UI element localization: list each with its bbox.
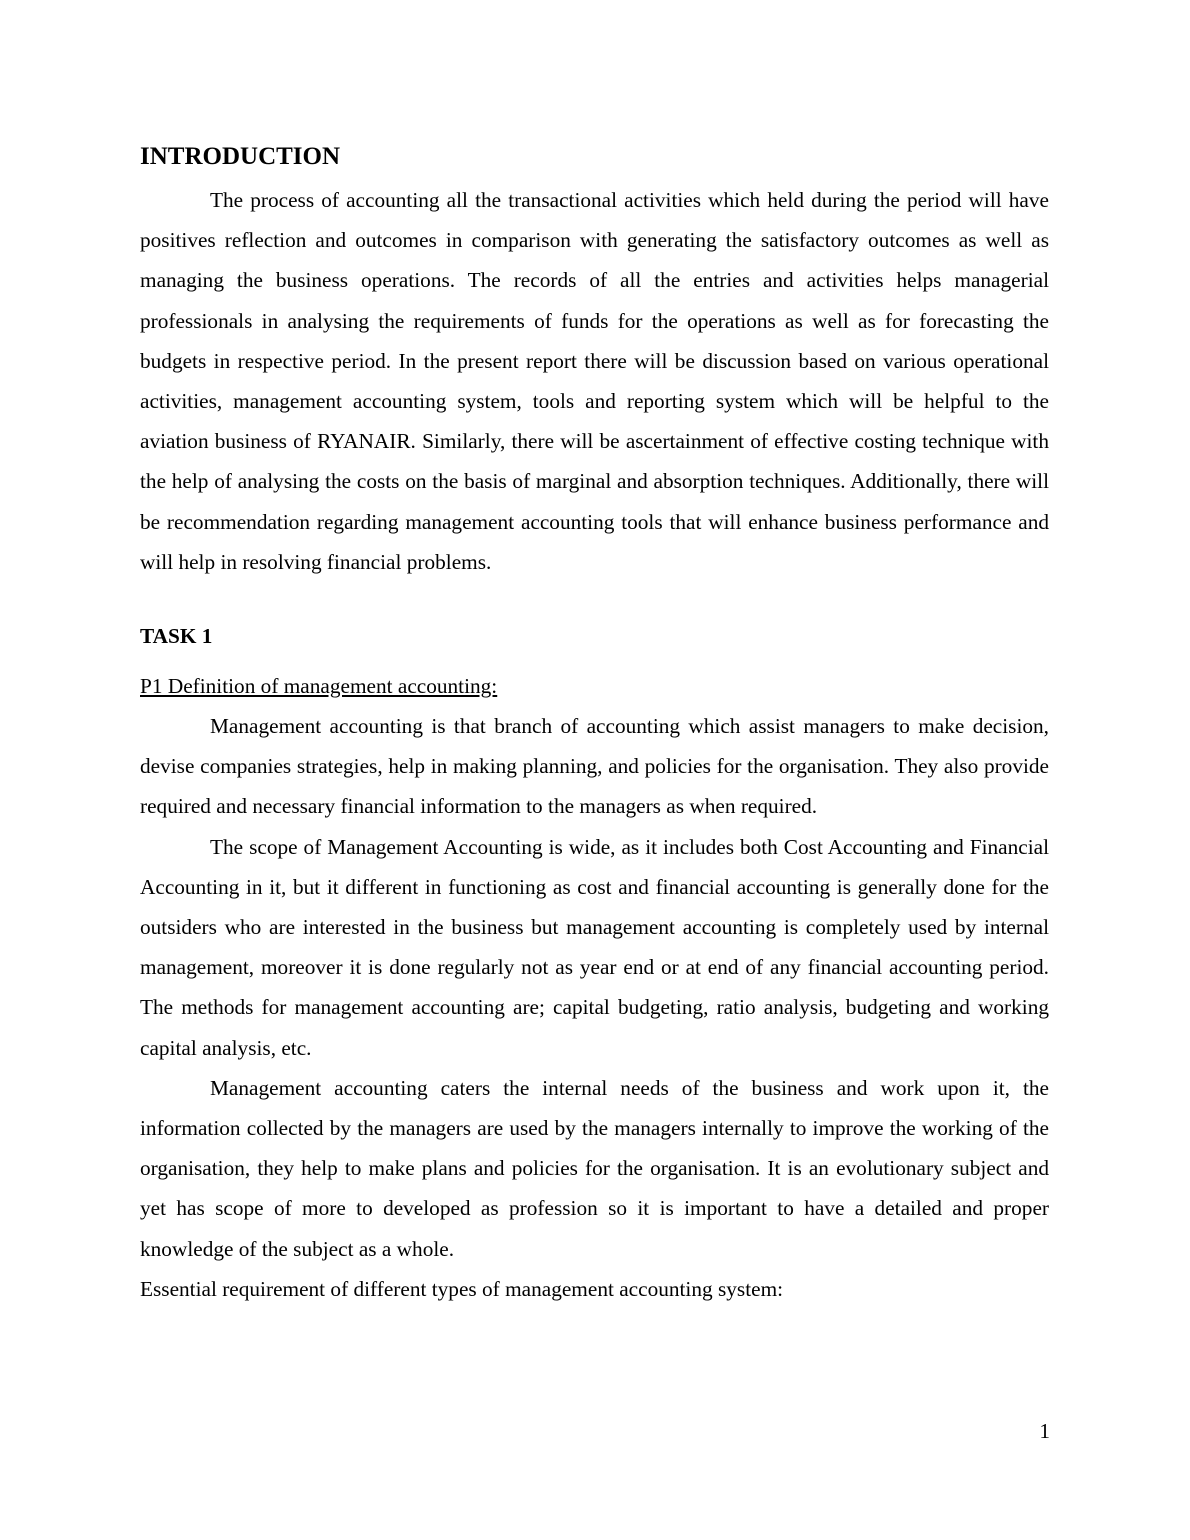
task-1-paragraph-2: The scope of Management Accounting is wide, as it includes both Cost Accounting and Financial Accounting in it, but it different in functioning as cost and financial accounting is generally done for the outsiders who are interested in the business but management accounting is completely used by internal management, moreover it is done regularly not as year end or at end of any financial accounting period. The methods for management accounting are; capital budgeting, ratio analysis, budgeting and working capital analysis, etc. xyxy=(140,834,1049,1060)
introduction-paragraph: The process of accounting all the transactional activities which held during the period will have positives reflection and outcomes in comparison with generating the satisfactory outcomes as well as managing the business operations. The records of all the entries and activities helps managerial professionals in analysing the requirements of funds for the operations as well as for forecasting the budgets in respective period. In the present report there will be discussion based on various operational activities, management accounting system, tools and reporting system which will be helpful to the aviation business of RYANAIR. Similarly, there will be ascertainment of effective costing technique with the help of analysing the costs on the basis of marginal and absorption techniques. Additionally, there will be recommendation regarding management accounting tools that will enhance business performance and will help in resolving financial problems. xyxy=(140,188,1049,574)
essential-requirement-line: Essential requirement of different types of management accounting system: xyxy=(140,1276,784,1301)
task-1-heading: TASK 1 xyxy=(140,624,213,649)
page-number: 1 xyxy=(1039,1419,1050,1443)
task-1-paragraph-3: Management accounting caters the internal needs of the business and work upon it, the information collected by the managers are used by the managers internally to improve the working of the organisation, they help to make plans and policies for the organisation. It is an evolutionary subject and yet has scope of more to developed as profession so it is important to have a detailed and proper knowledge of the subject as a whole. xyxy=(140,1075,1049,1261)
p1-definition-subheading: P1 Definition of management accounting: xyxy=(140,674,498,699)
introduction-heading: INTRODUCTION xyxy=(140,143,341,170)
task-1-paragraph-1: Management accounting is that branch of accounting which assist managers to make decision, devise companies strategies, help in making planning, and policies for the organisation. They also provide required and necessary financial information to the managers as when required. xyxy=(140,714,1049,819)
document-page xyxy=(140,140,1049,1309)
